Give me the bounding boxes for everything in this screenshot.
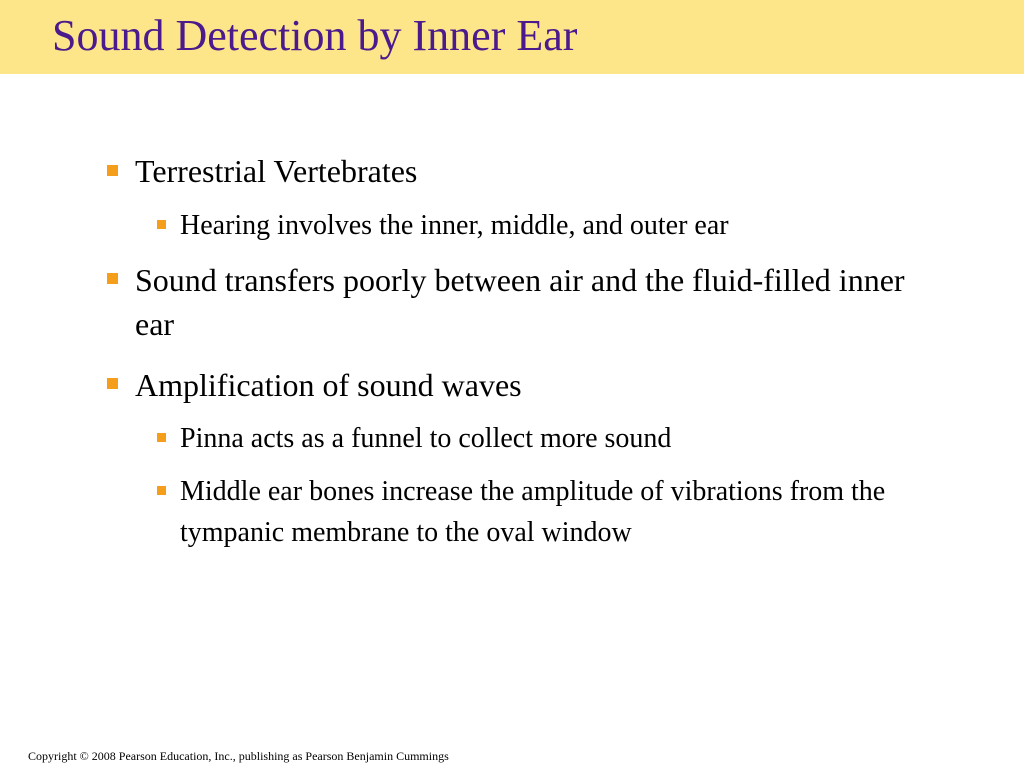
bullet-item: Terrestrial Vertebrates xyxy=(135,153,418,189)
copyright-footer: Copyright © 2008 Pearson Education, Inc., publishing as Pearson Benjamin Cummings xyxy=(28,749,449,763)
sub-bullet-item: Middle ear bones increase the amplitude of vibrations from the tympanic membrane to the oval window xyxy=(180,476,886,548)
sub-bullet-item: Hearing involves the inner, middle, and outer ear xyxy=(180,210,729,241)
square-bullet-icon xyxy=(157,433,166,442)
square-bullet-icon xyxy=(157,220,166,229)
slide-title: Sound Detection by Inner Ear xyxy=(52,11,578,60)
square-bullet-icon xyxy=(157,486,166,495)
bullet-item: Sound transfers poorly between air and the fluid-filled inner ear xyxy=(135,262,905,342)
sub-bullet-item: Pinna acts as a funnel to collect more sound xyxy=(180,423,672,454)
title-bar xyxy=(0,0,1024,74)
square-bullet-icon xyxy=(107,273,118,284)
square-bullet-icon xyxy=(107,378,118,389)
square-bullet-icon xyxy=(107,165,118,176)
bullet-item: Amplification of sound waves xyxy=(135,367,522,403)
